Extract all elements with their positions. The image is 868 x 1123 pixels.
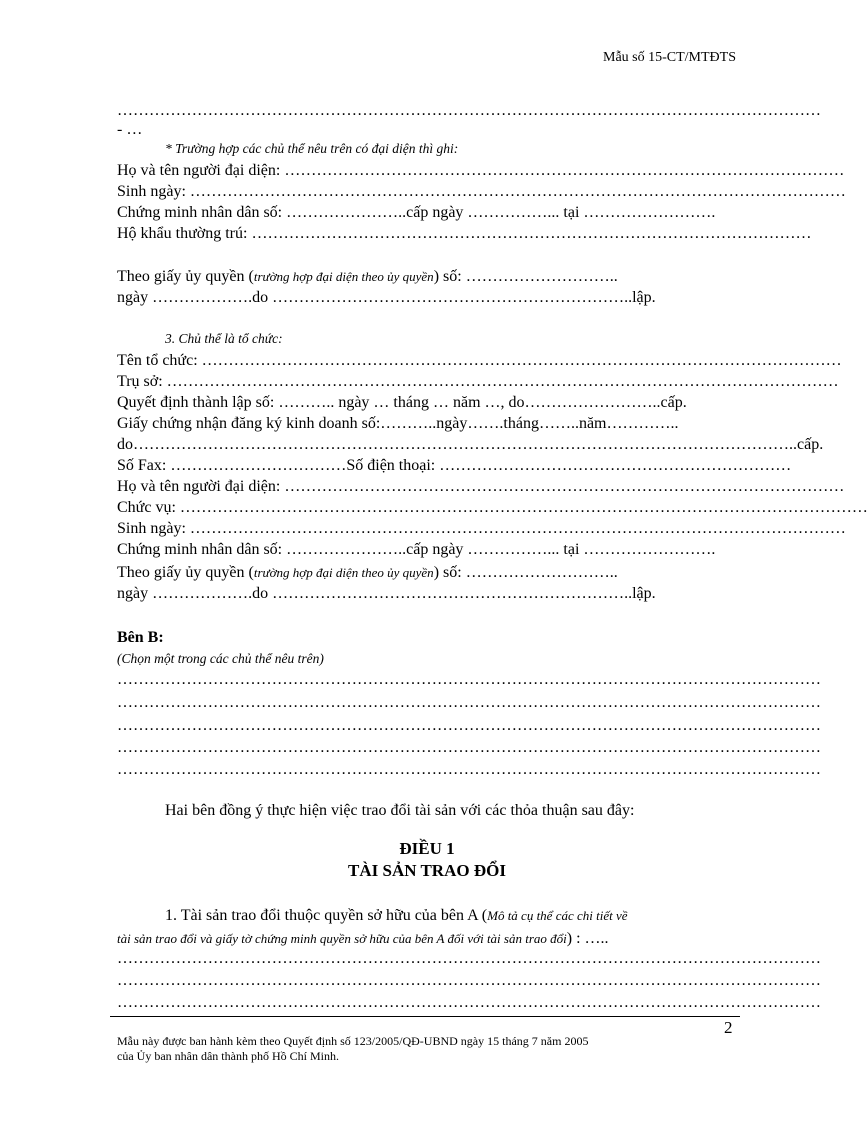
representative-note: * Trường hợp các chủ thể nêu trên có đại diện thì ghi: [165,141,459,156]
article-item-1-cont [117,928,737,949]
org-birth-date-field: Sinh ngày: …………………………………………………………………………………………………………… [117,520,846,537]
footer-line-1: Mẫu này được ban hành kèm theo Quyết định số 123/2005/QĐ-UBND ngày 15 tháng 7 năm 2005 [117,1034,589,1048]
form-number: Mẫu số 15-CT/MTĐTS [603,50,736,65]
business-registration-issuer-field: do……………………………………………………………………………………………………………..cấp. [117,436,824,453]
party-b-title: Bên B: [117,629,164,646]
party-b-note: (Chọn một trong các chủ thể nêu trên) [117,651,324,666]
organization-heading: 3. Chủ thể là tổ chức: [165,331,283,346]
party-b-dotted-line: …………………………………………………………………………………………………………………… [117,671,821,688]
proxy-date-field: ngày ……………….do …………………………………………………………..lập. [117,289,656,306]
article-number: ĐIỀU 1 [399,839,455,858]
item-1-end: ) : ….. [566,930,609,947]
org-proxy-label: Theo giấy ủy quyền ( [117,564,254,581]
establishment-decision-field: Quyết định thành lập số: ……….. ngày … tháng … năm …, do……………………..cấp. [117,394,687,411]
org-proxy-note: trường hợp đại diện theo ủy quyền [253,565,434,580]
proxy-field [117,266,737,287]
page-number: 2 [724,1018,733,1037]
birth-date-field: Sinh ngày: …………………………………………………………………………………………………………… [117,183,846,200]
position-field: Chức vụ: ………………………………………………………………………………………………………………… [117,499,868,516]
article-dotted-line: …………………………………………………………………………………………………………………… [117,950,821,967]
article-dotted-line: …………………………………………………………………………………………………………………… [117,994,821,1011]
org-proxy-date-field: ngày ……………….do …………………………………………………………..lập. [117,585,656,602]
org-proxy-field [117,562,737,583]
proxy-note: trường hợp đại diện theo ủy quyền [253,269,434,284]
agreement-intro: Hai bên đồng ý thực hiện việc trao đổi tài sản với các thỏa thuận sau đây: [165,802,635,819]
dotted-line: …………………………………………………………………………………………………………………… [117,102,821,119]
dash-line: - … [117,121,143,138]
party-b-dotted-line: …………………………………………………………………………………………………………………… [117,761,821,778]
org-proxy-number: ) số: ……………………….. [433,564,618,581]
fax-phone-field: Số Fax: ……………………………Số điện thoại: ………………………………………………………… [117,457,792,474]
article-title: TÀI SẢN TRAO ĐỔI [348,861,506,880]
party-b-dotted-line: …………………………………………………………………………………………………………………… [117,717,821,734]
footer-divider [110,1016,740,1017]
party-b-dotted-line: …………………………………………………………………………………………………………………… [117,694,821,711]
organization-name-field: Tên tổ chức: ………………………………………………………………………………………………………… [117,352,842,369]
proxy-number: ) số: ……………………….. [433,268,618,285]
article-dotted-line: …………………………………………………………………………………………………………………… [117,972,821,989]
id-card-field: Chứng minh nhân dân số: …………………..cấp ngày ……………... tại ……………………. [117,204,716,221]
footer-line-2: của Ủy ban nhân dân thành phố Hồ Chí Minh. [117,1049,339,1063]
item-1-note-a: Mô tả cụ thể các chi tiết về [487,908,628,923]
item-1-label: 1. Tài sản trao đổi thuộc quyền sở hữu của bên A ( [165,907,488,924]
business-registration-field: Giấy chứng nhận đăng ký kinh doanh số:………..ngày…….tháng……..năm………….. [117,415,679,432]
headquarters-field: Trụ sở: ……………………………………………………………………………………………………………… [117,373,839,390]
article-item-1 [165,905,737,926]
org-representative-name-field: Họ và tên người đại diện: …………………………………………………………………………………………… [117,478,845,495]
residence-field: Hộ khẩu thường trú: …………………………………………………………………………………………… [117,225,812,242]
item-1-note-b: tài sản trao đổi và giấy tờ chứng minh quyền sở hữu của bên A đối với tài sản trao đổi [117,931,567,946]
party-b-dotted-line: …………………………………………………………………………………………………………………… [117,739,821,756]
representative-name-field: Họ và tên người đại diện: …………………………………………………………………………………………… [117,162,845,179]
org-id-card-field: Chứng minh nhân dân số: …………………..cấp ngày ……………... tại ……………………. [117,541,716,558]
proxy-label: Theo giấy ủy quyền ( [117,268,254,285]
